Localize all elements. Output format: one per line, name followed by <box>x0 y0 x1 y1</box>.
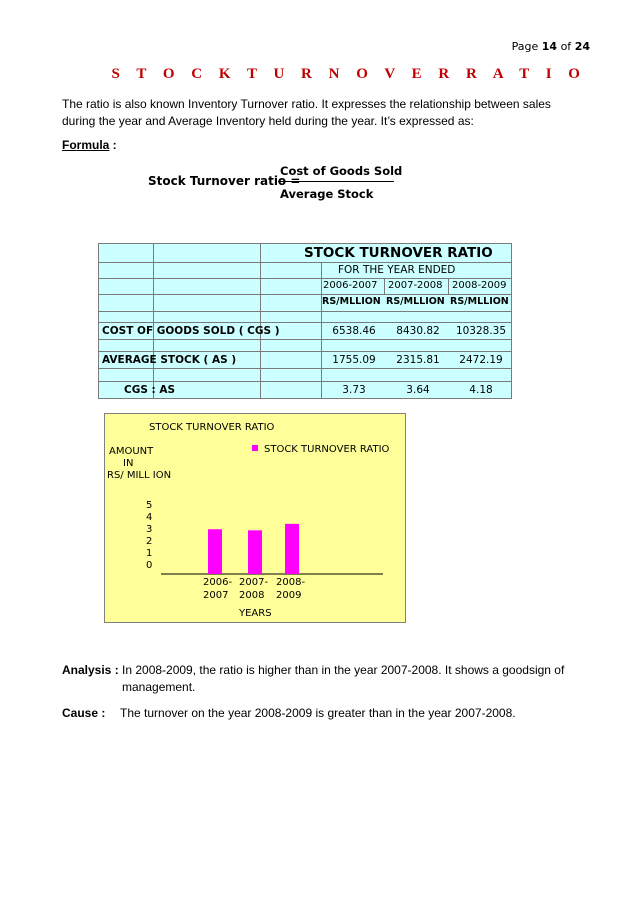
x-axis-label: YEARS <box>239 608 272 619</box>
col-line <box>153 243 154 399</box>
col-line <box>448 278 449 294</box>
analysis-text: In 2008-2009, the ratio is higher than in the year 2007-2008. It shows a goodsign of management. <box>122 663 565 694</box>
table-border <box>511 243 512 399</box>
formula-lhs: Stock Turnover ratio = <box>148 174 301 188</box>
analysis-section <box>62 662 582 696</box>
table-cell: 3.64 <box>406 384 430 396</box>
table-cell: 2315.81 <box>396 354 440 366</box>
y-axis-label-line: AMOUNT <box>109 446 154 457</box>
row-line <box>98 322 512 323</box>
y-tick-label: 0 <box>146 560 153 571</box>
row-line <box>98 311 512 312</box>
intro-paragraph: The ratio is also known Inventory Turnover ratio. It expresses the relationship between sales during the year and Average Inventory held during the year. It’s expressed as: <box>62 97 551 128</box>
table-cell: 1755.09 <box>332 354 376 366</box>
y-tick-label: 2 <box>146 536 153 547</box>
formula-denominator: Average Stock <box>280 187 374 201</box>
bar-3 <box>285 524 299 574</box>
col-line <box>384 278 385 294</box>
bar-1 <box>208 529 222 574</box>
formula-label: Formula : <box>62 138 117 152</box>
unit-header: RS/MLLION <box>386 296 445 307</box>
y-tick-label: 1 <box>146 548 153 559</box>
table-title: STOCK TURNOVER RATIO <box>304 245 493 261</box>
row-line <box>98 278 512 279</box>
legend-label: STOCK TURNOVER RATIO <box>264 444 390 455</box>
table-cell: 3.73 <box>342 384 366 396</box>
row-label: AVERAGE STOCK ( AS ) <box>102 354 237 366</box>
row-line <box>98 339 512 340</box>
table-border <box>98 243 99 399</box>
y-tick-label: 3 <box>146 524 153 535</box>
x-tick-label: 2008 <box>239 590 265 601</box>
row-line <box>98 368 512 369</box>
row-line <box>98 294 512 295</box>
fraction-bar <box>278 181 394 182</box>
row-line <box>98 351 512 352</box>
ratio-table <box>98 243 512 399</box>
row-label: CGS : AS <box>124 384 176 396</box>
row-line <box>98 262 512 263</box>
table-cell: 2472.19 <box>459 354 503 366</box>
bar-chart <box>104 413 406 623</box>
page-number: Page 14 of 24 <box>511 40 590 53</box>
cause-label: Cause : <box>62 706 106 720</box>
formula-numerator: Cost of Goods Sold <box>280 164 403 178</box>
bar-2 <box>248 530 262 574</box>
chart-title: STOCK TURNOVER RATIO <box>149 422 275 433</box>
x-tick-label: 2008- <box>276 577 306 588</box>
col-line <box>260 243 261 399</box>
row-label: COST OF GOODS SOLD ( CGS ) <box>102 325 280 337</box>
analysis-label: Analysis : <box>62 663 119 677</box>
x-tick-label: 2009 <box>276 590 302 601</box>
table-cell: 8430.82 <box>396 325 440 337</box>
year-header: 2006-2007 <box>323 280 378 291</box>
y-axis-label-line: IN <box>123 458 134 469</box>
row-line <box>98 381 512 382</box>
table-border <box>98 398 512 399</box>
x-tick-label: 2006- <box>203 577 233 588</box>
table-subtitle: FOR THE YEAR ENDED <box>338 264 456 276</box>
y-tick-label: 4 <box>146 512 153 523</box>
table-cell: 6538.46 <box>332 325 376 337</box>
year-header: 2008-2009 <box>452 280 507 291</box>
table-cell: 4.18 <box>469 384 493 396</box>
x-tick-label: 2007 <box>203 590 229 601</box>
x-tick-label: 2007- <box>239 577 269 588</box>
page-title: S T O C K T U R N O V E R R A T I O <box>111 66 587 82</box>
table-cell: 10328.35 <box>455 325 507 337</box>
y-tick-label: 5 <box>146 500 153 511</box>
unit-header: RS/MLLION <box>322 296 381 307</box>
y-axis-label-line: RS/ MILL ION <box>107 470 172 481</box>
unit-header: RS/MLLION <box>450 296 509 307</box>
year-header: 2007-2008 <box>388 280 443 291</box>
cause-text: The turnover on the year 2008-2009 is greater than in the year 2007-2008. <box>120 706 516 720</box>
cause-section <box>62 706 582 720</box>
table-border <box>98 243 512 244</box>
